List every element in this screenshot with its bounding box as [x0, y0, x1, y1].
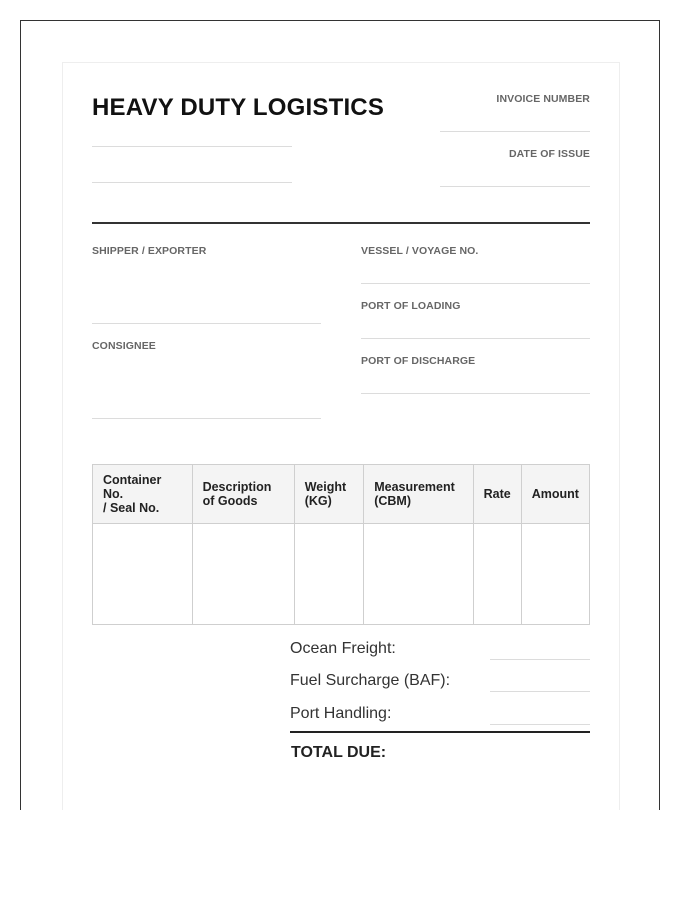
- company-address-line-1[interactable]: [92, 146, 292, 147]
- cell-measurement[interactable]: [364, 524, 473, 625]
- port-of-discharge-field[interactable]: [361, 393, 590, 394]
- shipper-field[interactable]: [92, 323, 321, 324]
- cell-rate[interactable]: [473, 524, 521, 625]
- port-of-loading-field[interactable]: [361, 338, 590, 339]
- column-header-rate: Rate: [473, 465, 521, 524]
- consignee-label: CONSIGNEE: [92, 340, 156, 352]
- invoice-number-field[interactable]: [440, 131, 590, 132]
- cell-container[interactable]: [93, 524, 193, 625]
- column-header-weight: Weight (KG): [294, 465, 364, 524]
- port-handling-field[interactable]: [490, 724, 590, 725]
- company-name: HEAVY DUTY LOGISTICS: [92, 94, 385, 121]
- date-of-issue-field[interactable]: [440, 186, 590, 187]
- company-address-line-2[interactable]: [92, 182, 292, 183]
- shipper-label: SHIPPER / EXPORTER: [92, 245, 207, 257]
- vessel-voyage-field[interactable]: [361, 283, 590, 284]
- date-of-issue-label: DATE OF ISSUE: [508, 148, 590, 160]
- column-header-description: Description of Goods: [192, 465, 294, 524]
- totals-divider: [290, 731, 590, 733]
- invoice-number-label: INVOICE NUMBER: [496, 93, 590, 105]
- fuel-surcharge-label: Fuel Surcharge (BAF):: [290, 672, 451, 689]
- vessel-voyage-label: VESSEL / VOYAGE NO.: [361, 245, 479, 257]
- column-header-container: Container No. / Seal No.: [93, 465, 193, 524]
- invoice-paper: [62, 62, 620, 810]
- header-divider: [92, 222, 590, 224]
- total-due-label: TOTAL DUE:: [291, 744, 387, 761]
- fuel-surcharge-field[interactable]: [490, 691, 590, 692]
- column-header-measurement: Measurement (CBM): [364, 465, 473, 524]
- cell-amount[interactable]: [521, 524, 589, 625]
- table-header-row: [93, 465, 590, 524]
- ocean-freight-field[interactable]: [490, 659, 590, 660]
- port-of-discharge-label: PORT OF DISCHARGE: [361, 355, 476, 367]
- port-of-loading-label: PORT OF LOADING: [361, 300, 461, 312]
- cell-weight[interactable]: [294, 524, 364, 625]
- ocean-freight-label: Ocean Freight:: [290, 640, 396, 657]
- cargo-table: [92, 464, 590, 625]
- table-row: [93, 524, 590, 625]
- port-handling-label: Port Handling:: [290, 705, 392, 722]
- column-header-amount: Amount: [521, 465, 589, 524]
- cell-description[interactable]: [192, 524, 294, 625]
- consignee-field[interactable]: [92, 418, 321, 419]
